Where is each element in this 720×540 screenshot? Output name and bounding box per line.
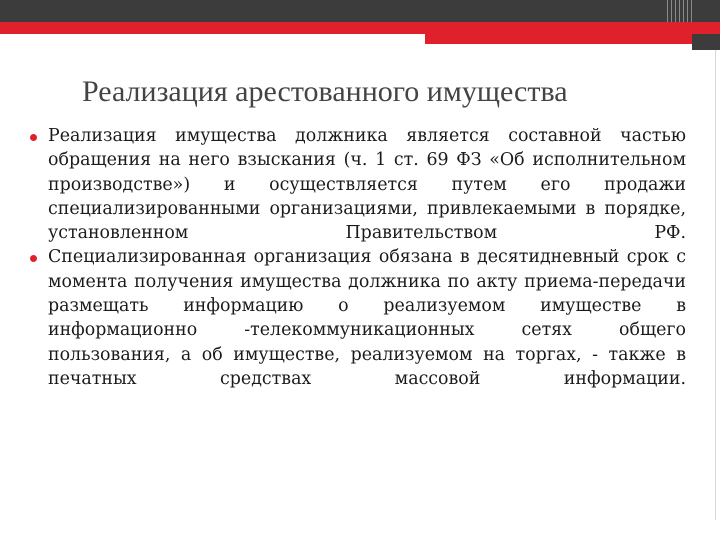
bullet-text: Реализация имущества должника является составной частью обращения на него взыскания (ч. 1 ст. 69 ФЗ «Об исполнительном производстве») и осуществляется путем его продажи специализированными организациями, привлекаемыми в порядке, установленном Правительством РФ. xyxy=(48,126,686,244)
header-red-tab xyxy=(425,34,692,44)
bullet-item xyxy=(26,124,686,245)
bullet-item xyxy=(26,245,686,391)
right-divider xyxy=(715,50,716,520)
slide-title: Реализация арестованного имущества xyxy=(82,75,568,108)
header-stripes xyxy=(664,0,692,22)
bullet-dot-icon xyxy=(30,255,37,262)
bullet-text: Специализированная организация обязана в десятидневный срок с момента получения имущества должника по акту приема-передачи размещать информацию о реализуемом имуществе в информационно -телекоммуникационных сетях общего пользования, а об имуществе, реализуемом на торгах, - также в печатных средствах массовой информации. xyxy=(48,247,686,389)
header-red-band xyxy=(0,22,720,34)
header-dark-bar xyxy=(0,0,720,22)
bullet-dot-icon xyxy=(30,134,37,141)
bullet-list xyxy=(26,124,686,391)
